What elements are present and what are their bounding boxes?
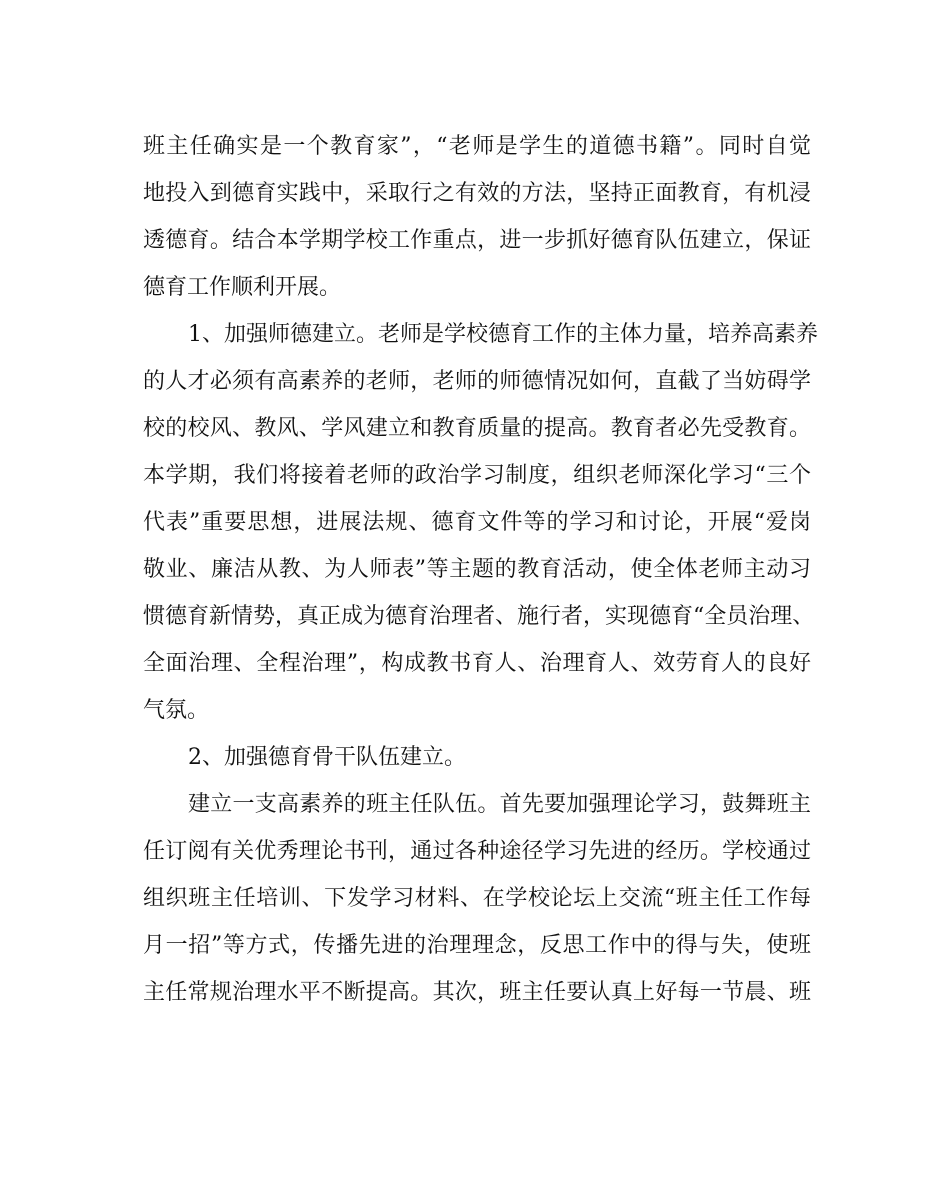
- body-text: [143, 123, 818, 1016]
- text-line: 德育工作顺利开展。: [143, 275, 342, 300]
- text-line: 2、加强德育骨干队伍建立。: [188, 745, 466, 770]
- text-line: 1、加强师德建立。老师是学校德育工作的主体力量，培养高素养: [188, 322, 818, 347]
- text-line: 气氛。: [143, 698, 210, 723]
- text-line: 的人才必须有高素养的老师，老师的师德情况如何，直截了当妨碍学: [143, 369, 811, 394]
- text-line: 代表”重要思想，进展法规、德育文件等的学习和讨论，开展“爱岗: [143, 510, 811, 535]
- text-line: 敬业、廉洁从教、为人师表”等主题的教育活动，使全体老师主动习: [143, 557, 811, 582]
- text-line: 月一招”等方式，传播先进的治理理念，反思工作中的得与失，使班: [143, 933, 811, 958]
- text-line: 组织班主任培训、下发学习材料、在学校论坛上交流“班主任工作每: [143, 886, 811, 911]
- text-line: 班主任确实是一个教育家”，“老师是学生的道德书籍”。同时自觉: [143, 134, 811, 159]
- text-line: 本学期，我们将接着老师的政治学习制度，组织老师深化学习“三个: [143, 463, 811, 488]
- text-line: 建立一支高素养的班主任队伍。首先要加强理论学习，鼓舞班主: [188, 792, 811, 817]
- text-line: 主任常规治理水平不断提高。其次，班主任要认真上好每一节晨、班: [143, 980, 811, 1005]
- text-line: 校的校风、教风、学风建立和教育质量的提高。教育者必先受教育。: [143, 416, 811, 441]
- text-line: 地投入到德育实践中，采取行之有效的方法，坚持正面教育，有机浸: [143, 181, 811, 206]
- text-line: 惯德育新情势，真正成为德育治理者、施行者，实现德育“全员治理、: [143, 604, 815, 629]
- text-line: 全面治理、全程治理”，构成教书育人、治理育人、效劳育人的良好: [143, 651, 811, 676]
- text-line: 透德育。结合本学期学校工作重点，进一步抓好德育队伍建立，保证: [143, 228, 811, 253]
- text-line: 任订阅有关优秀理论书刊，通过各种途径学习先进的经历。学校通过: [143, 839, 811, 864]
